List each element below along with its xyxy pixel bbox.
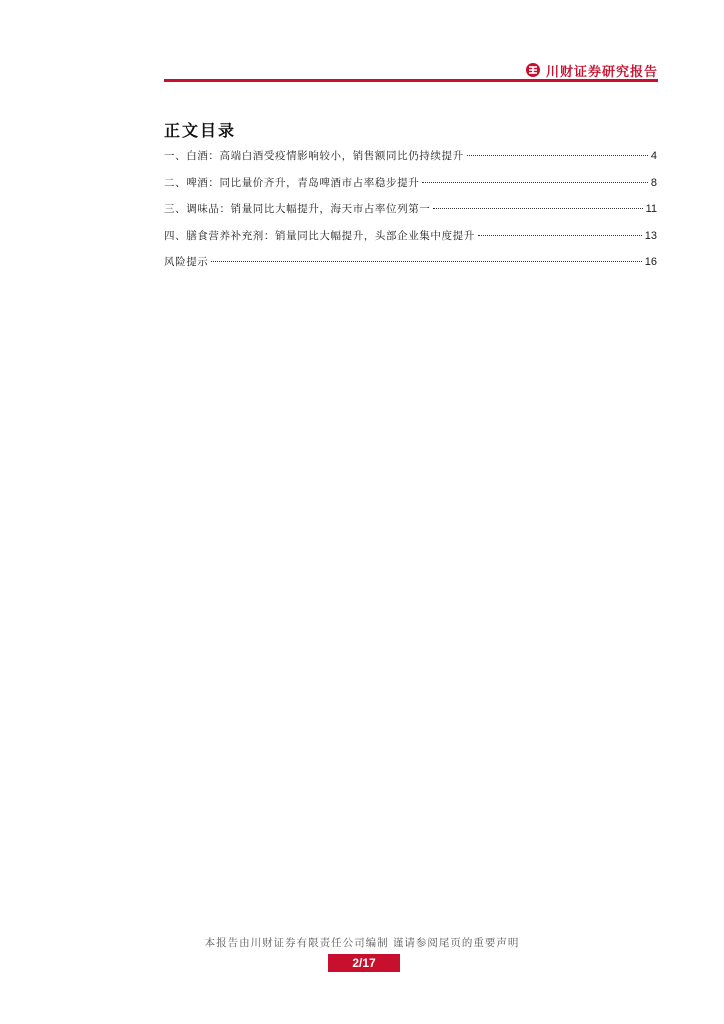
toc-entry[interactable] (164, 253, 657, 280)
toc-entry-page[interactable]: 4 (650, 150, 657, 162)
toc-entry-text[interactable]: 二、啤酒：同比量价齐升，青岛啤酒市占率稳步提升 (164, 176, 420, 189)
toc-entry-text[interactable]: 风险提示 (164, 256, 209, 269)
toc-entry-text[interactable]: 一、白酒：高端白酒受疫情影响较小，销售额同比仍持续提升 (164, 150, 464, 162)
brand-name: 川财证券研究报告 (545, 64, 658, 80)
toc-leader-dots (478, 235, 642, 236)
toc-entry-page[interactable]: 11 (645, 203, 657, 216)
toc-entry-page[interactable]: 8 (650, 176, 657, 189)
footer-disclaimer: 本报告由川财证券有限责任公司编制 谨请参阅尾页的重要声明 (204, 937, 520, 949)
toc-leader-dots (211, 261, 641, 262)
toc-entry-page[interactable]: 13 (644, 229, 657, 242)
toc-entry-page[interactable]: 16 (644, 256, 657, 269)
toc-entry-text[interactable]: 四、膳食营养补充剂：销量同比大幅提升，头部企业集中度提升 (164, 229, 475, 242)
toc-leader-dots (422, 182, 648, 183)
toc-entry[interactable] (164, 227, 657, 254)
toc-title: 正文目录 (164, 121, 237, 140)
toc-leader-dots (433, 208, 642, 209)
toc-leader-dots (467, 155, 648, 156)
page-number-badge: 2/17 (328, 954, 400, 972)
toc-entry[interactable] (164, 200, 657, 227)
toc-entry-text[interactable]: 三、调味品：销量同比大幅提升，海天市占率位列第一 (164, 203, 431, 216)
header-divider (164, 79, 658, 82)
toc-entry[interactable] (164, 147, 657, 174)
header-brand (525, 60, 658, 80)
toc-list (164, 147, 657, 280)
company-logo-icon (525, 62, 541, 78)
toc-entry[interactable] (164, 174, 657, 201)
